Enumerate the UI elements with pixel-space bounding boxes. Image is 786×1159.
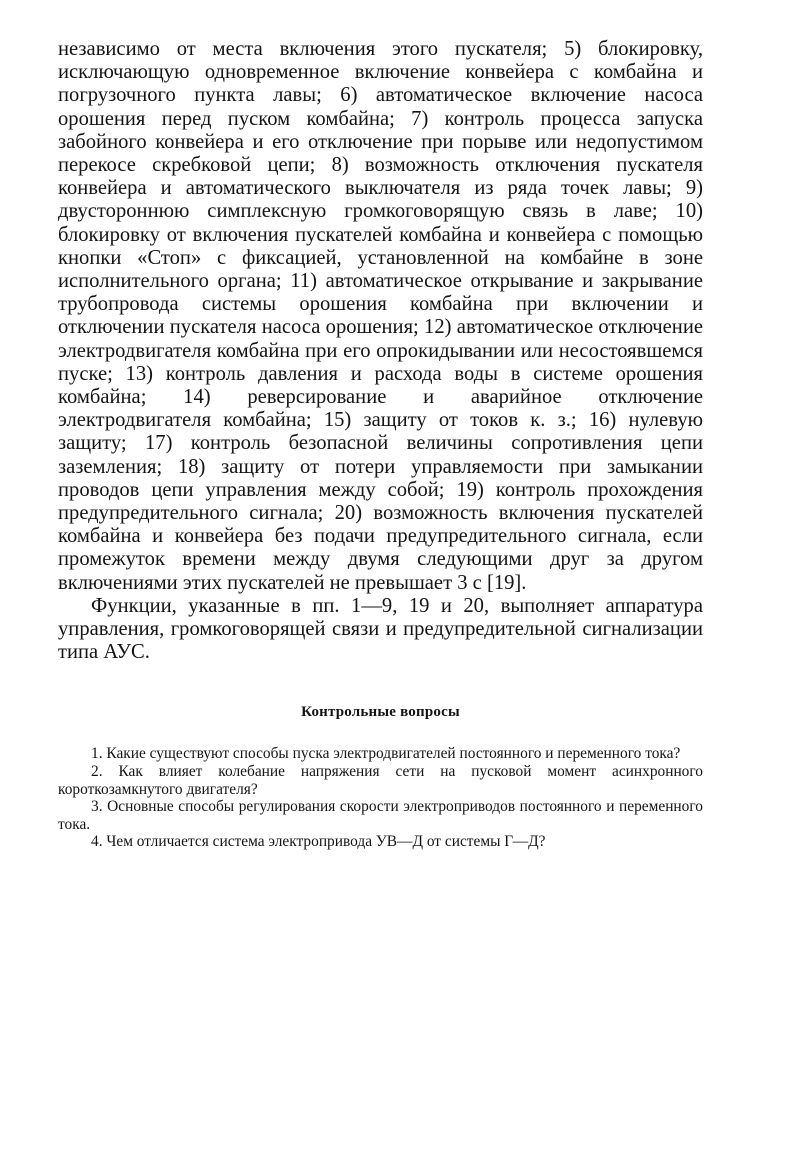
question-item: 4. Чем отличается система электропривода УВ—Д от системы Г—Д? <box>91 833 546 851</box>
questions-list <box>58 745 703 851</box>
document-page <box>58 38 703 851</box>
question-item: 3. Основные способы регулирования скорости электроприводов постоянного и переменного тока. <box>58 798 703 833</box>
body-paragraph-functions: Функции, указанные в пп. 1—9, 19 и 20, выполняет аппаратура управления, громкоговорящей связи и предупредительной сигнализации типа АУС. <box>58 594 703 664</box>
body-paragraph-continued: независимо от места включения этого пускателя; 5) блокировку, исключающую одновременное включение конвейера с комбайна и погрузочного пункта лавы; 6) автоматическое включение насоса орошения перед пуском комбайна; 7) контроль процесса запуска забойного конвейера и его отключение при порыве или недопустимом перекосе скребковой цепи; 8) возможность отключения пускателя конвейера и автоматического выключателя из ряда точек лавы; 9) двустороннюю симплексную громкоговорящую связь в лаве; 10) блокировку от включения пускателей комбайна и конвейера с помощью кнопки «Стоп» с фиксацией, установленной на комбайне в зоне исполнительного органа; 11) автоматическое открывание и закрывание трубопровода системы орошения комбайна при включении и отключении пускателя насоса орошения; 12) автоматическое отключение электродвигателя комбайна при его опрокидывании или несостоявшемся пуске; 13) контроль давления и расхода воды в системе орошения комбайна; 14) реверсирование и аварийное отключение электродвигателя комбайна; 15) защиту от токов к. з.; 16) нулевую защиту; 17) контроль безопасной величины сопротивления цепи заземления; 18) защиту от потери управляемости при замыкании проводов цепи управления между собой; 19) контроль прохождения предупредительного сигнала; 20) возможность включения пускателей комбайна и конвейера без подачи предупредительного сигнала, если промежуток времени между двумя следующими друг за другом включениями этих пускателей не превышает 3 с [19]. <box>58 38 703 594</box>
section-title: Контрольные вопросы <box>301 704 460 721</box>
question-item: 2. Как влияет колебание напряжения сети на пусковой момент асинхронного короткозамкнутого двигателя? <box>58 763 703 798</box>
question-item: 1. Какие существуют способы пуска электродвигателей постоянного и переменного тока? <box>91 745 681 763</box>
